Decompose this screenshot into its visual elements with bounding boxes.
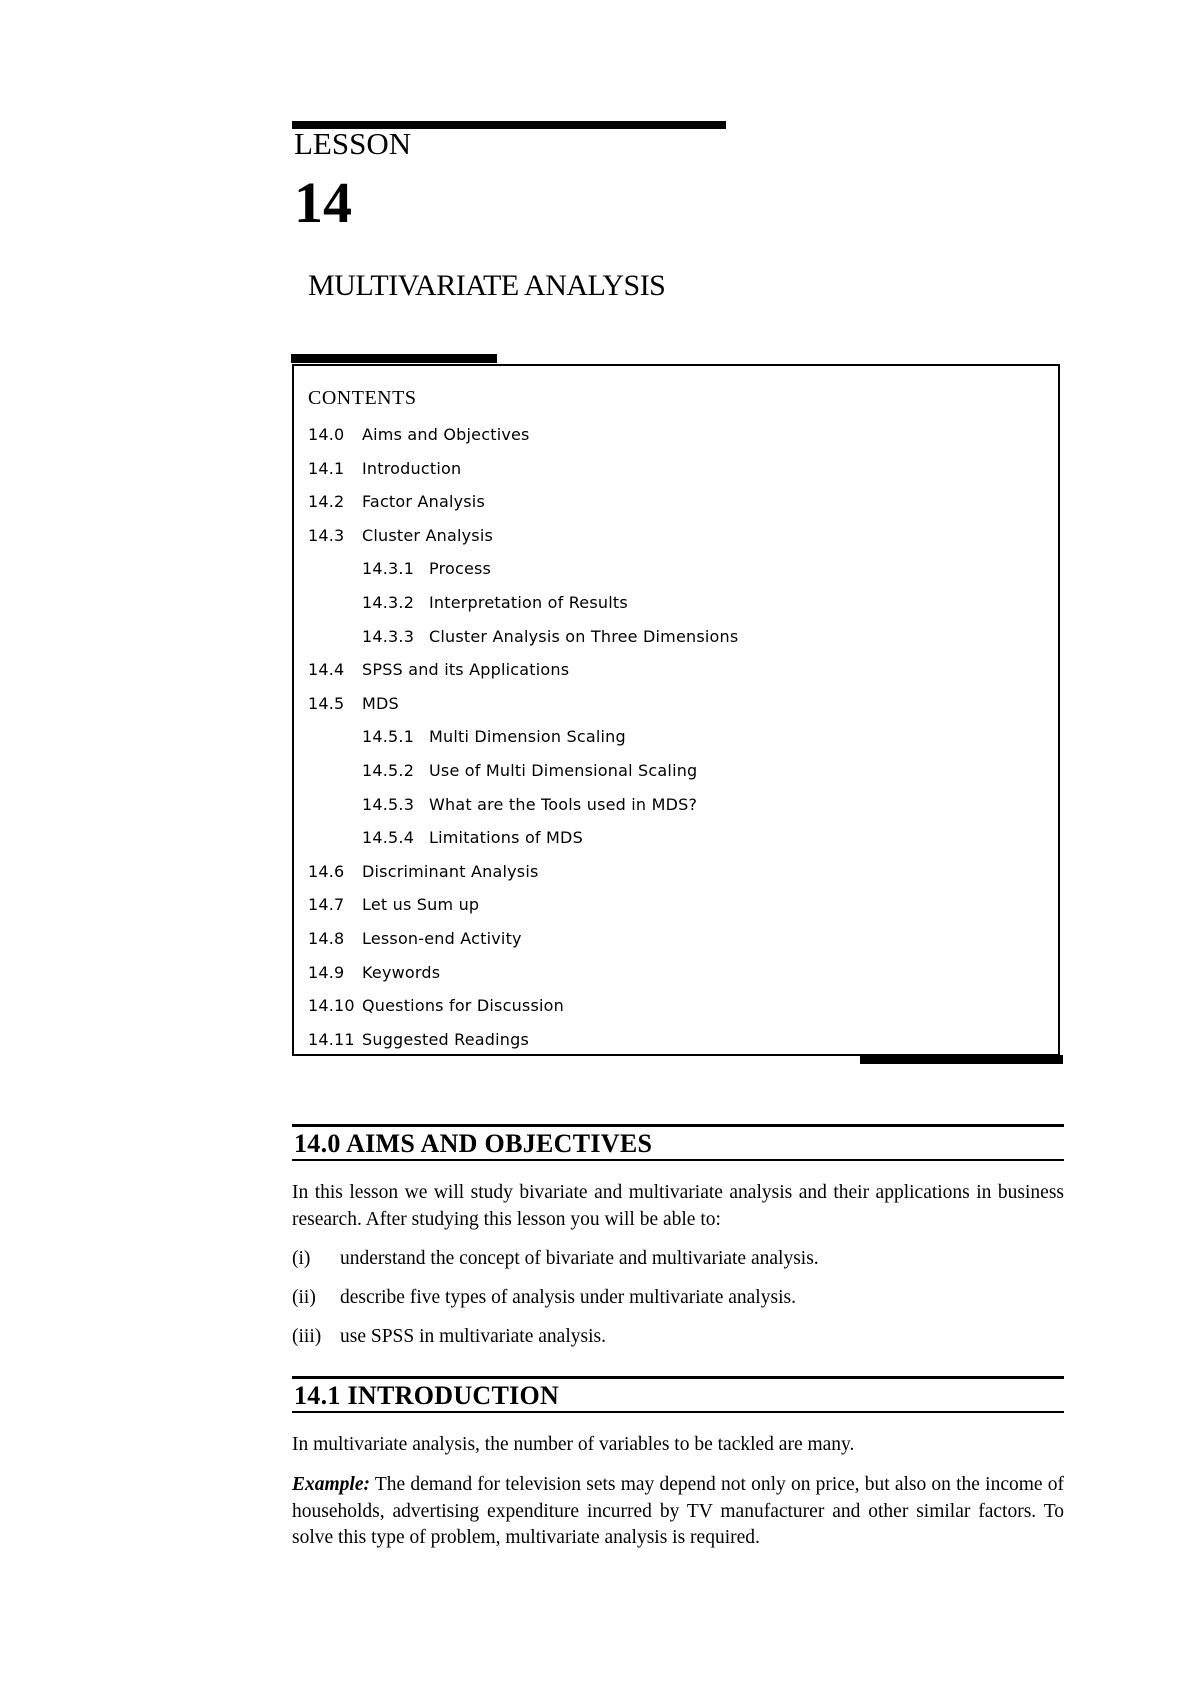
section-heading-introduction [292,1376,1064,1413]
aims-intro-paragraph: In this lesson we will study bivariate and multivariate analysis and their applications in business research. After studying this lesson you will be able to: [292,1182,1064,1230]
objective-marker: (ii) [292,1287,316,1308]
example-paragraph [292,1472,1064,1552]
toc-item [308,452,738,486]
toc-number: 14.3.2 [362,592,415,612]
toc-label: Lesson-end Activity [362,928,522,948]
toc-label: Multi Dimension Scaling [429,727,626,747]
objective-marker: (i) [292,1248,311,1269]
contents-box-tab [291,354,497,363]
objective-text: use SPSS in multivariate analysis. [340,1326,606,1347]
toc-number: 14.8 [308,928,345,948]
toc-item [308,653,738,687]
lesson-label: LESSON [294,126,412,161]
section-heading-aims [292,1124,1064,1161]
toc-number: 14.5.3 [362,794,415,814]
toc-number: 14.9 [308,962,345,982]
toc-number: 14.0 [308,425,345,444]
example-text: The demand for television sets may depend not only on price, but also on the income of households, advertising expenditure incurred by TV manufacturer and other similar factors. To solve this type of problem, multivariate analysis is required. [292,1474,1064,1548]
toc-number: 14.3.3 [362,626,415,646]
lesson-number: 14 [294,170,352,235]
toc-label: SPSS and its Applications [362,660,570,680]
toc-item [308,485,738,519]
section-heading-text: 14.0 AIMS AND OBJECTIVES [294,1129,653,1158]
toc-number: 14.1 [308,458,345,478]
toc-item [308,519,738,553]
toc-subitem [308,720,738,754]
toc-label: Keywords [362,962,441,982]
toc-label: Process [429,559,492,579]
toc-label: Introduction [362,458,462,478]
toc-label: Let us Sum up [362,895,480,915]
toc-label: What are the Tools used in MDS? [429,794,698,814]
objective-text: describe five types of analysis under multivariate analysis. [340,1287,796,1308]
chapter-title: MULTIVARIATE ANALYSIS [308,269,666,302]
toc-number: 14.5.1 [362,727,415,747]
toc-item [308,418,738,452]
toc-subitem [308,788,738,822]
toc-number: 14.7 [308,895,345,915]
toc-number: 14.4 [308,660,345,680]
toc-item [308,855,738,889]
toc-number: 14.3 [308,525,345,545]
toc-number: 14.3.1 [362,559,415,579]
objective-marker: (iii) [292,1326,322,1347]
toc-label: MDS [362,693,399,713]
toc-label: Use of Multi Dimensional Scaling [429,760,698,780]
toc-number: 14.11 [308,1029,355,1049]
toc-label: Discriminant Analysis [362,861,539,881]
introduction-paragraph: In multivariate analysis, the number of variables to be tackled are many. [292,1434,855,1455]
toc-label: Factor Analysis [362,492,485,512]
toc-number: 14.5.2 [362,760,415,780]
toc-number: 14.5 [308,693,345,713]
toc-subitem [308,586,738,620]
toc-subitem [308,552,738,586]
contents-box-footer-bar [860,1055,1063,1064]
toc-item [308,888,738,922]
toc-item [308,956,738,990]
toc-label: Cluster Analysis on Three Dimensions [429,626,739,646]
example-label: Example: [292,1474,370,1495]
toc-number: 14.10 [308,996,355,1016]
toc-subitem [308,821,738,855]
toc-label: Suggested Readings [362,1029,530,1049]
toc-label: Interpretation of Results [429,592,628,612]
toc-subitem [308,620,738,654]
section-heading-text: 14.1 INTRODUCTION [294,1381,560,1410]
toc-item [308,922,738,956]
toc-subitem [308,754,738,788]
toc-label: Aims and Objectives [362,425,530,444]
contents-list [308,418,738,1056]
toc-number: 14.5.4 [362,828,415,848]
toc-label: Questions for Discussion [362,996,564,1016]
toc-label: Cluster Analysis [362,525,493,545]
contents-heading: CONTENTS [308,387,417,409]
objective-text: understand the concept of bivariate and multivariate analysis. [340,1248,819,1269]
toc-item [308,1023,738,1057]
toc-number: 14.6 [308,861,345,881]
toc-item [308,989,738,1023]
toc-number: 14.2 [308,492,345,512]
toc-label: Limitations of MDS [429,828,583,848]
contents-box [292,364,1060,1056]
toc-item [308,687,738,721]
